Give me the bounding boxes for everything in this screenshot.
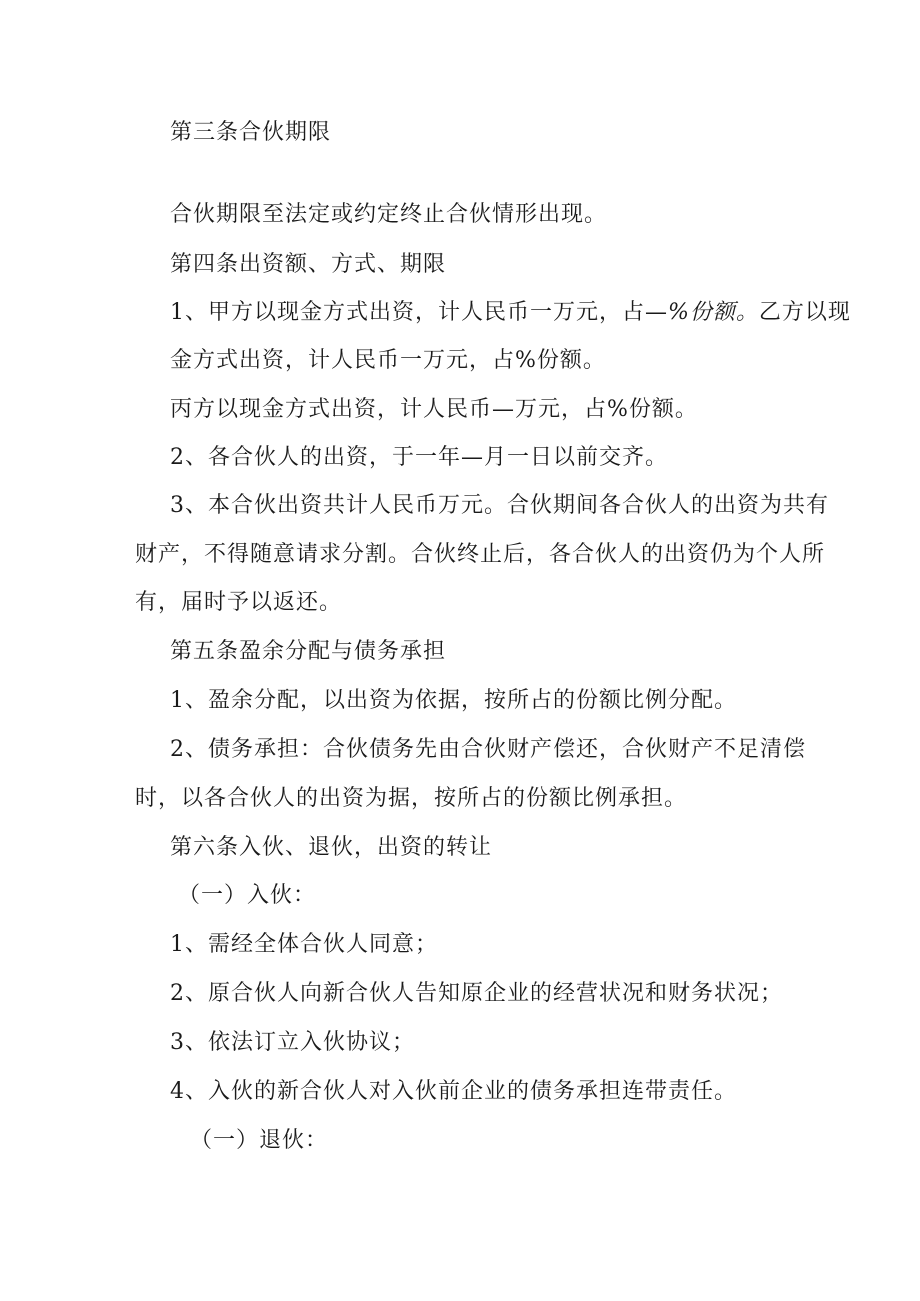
article-4-heading: 第四条出资额、方式、期限: [170, 252, 447, 277]
article-6-subheading-join: （一）入伙：: [178, 883, 317, 908]
article-4-item-1-line-3: 丙方以现金方式出资，计人民币—万元，占%份额。: [170, 397, 698, 422]
item-1-text-c: 乙方以现: [758, 300, 851, 325]
article-3-heading: 第三条合伙期限: [170, 120, 332, 145]
article-4-item-1-line-2: 金方式出资，计人民币一万元，占%份额。: [170, 348, 606, 373]
article-4-item-3-line-3: 有，届时予以返还。: [135, 590, 343, 615]
article-5-item-2-line-2: 时，以各合伙人的出资为据，按所占的份额比例承担。: [135, 786, 688, 811]
article-4-item-3-line-1: 3、本合伙出资共计人民币万元。合伙期间各合伙人的出资为共有: [170, 493, 829, 518]
article-6-heading: 第六条入伙、退伙，出资的转让: [170, 835, 493, 860]
article-6-item-4: 4、入伙的新合伙人对入伙前企业的债务承担连带责任。: [170, 1079, 737, 1104]
item-1-text-italic: %份额。: [668, 300, 759, 325]
article-3-text: 合伙期限至法定或约定终止合伙情形出现。: [170, 202, 608, 227]
item-1-text-a: 1、甲方以现金方式出资，计人民币一万元，占—: [170, 300, 668, 325]
article-4-item-1-line-1: [170, 298, 851, 328]
article-5-heading: 第五条盈余分配与债务承担: [170, 639, 447, 664]
article-4-item-3-line-2: 财产，不得随意请求分割。合伙终止后，各合伙人的出资仍为个人所: [135, 542, 826, 567]
article-6-item-1: 1、需经全体合伙人同意；: [170, 932, 438, 957]
article-5-item-1: 1、盈余分配，以出资为依据，按所占的份额比例分配。: [170, 688, 737, 713]
article-6-item-3: 3、依法订立入伙协议；: [170, 1030, 415, 1055]
article-5-item-2-line-1: 2、债务承担：合伙债务先由合伙财产偿还，合伙财产不足清偿: [170, 737, 806, 762]
article-6-item-2: 2、原合伙人向新合伙人告知原企业的经营状况和财务状况；: [170, 981, 783, 1006]
article-4-item-2: 2、各合伙人的出资，于一年—月一日以前交齐。: [170, 445, 668, 470]
article-6-subheading-withdraw: （一）退伙：: [190, 1128, 329, 1153]
